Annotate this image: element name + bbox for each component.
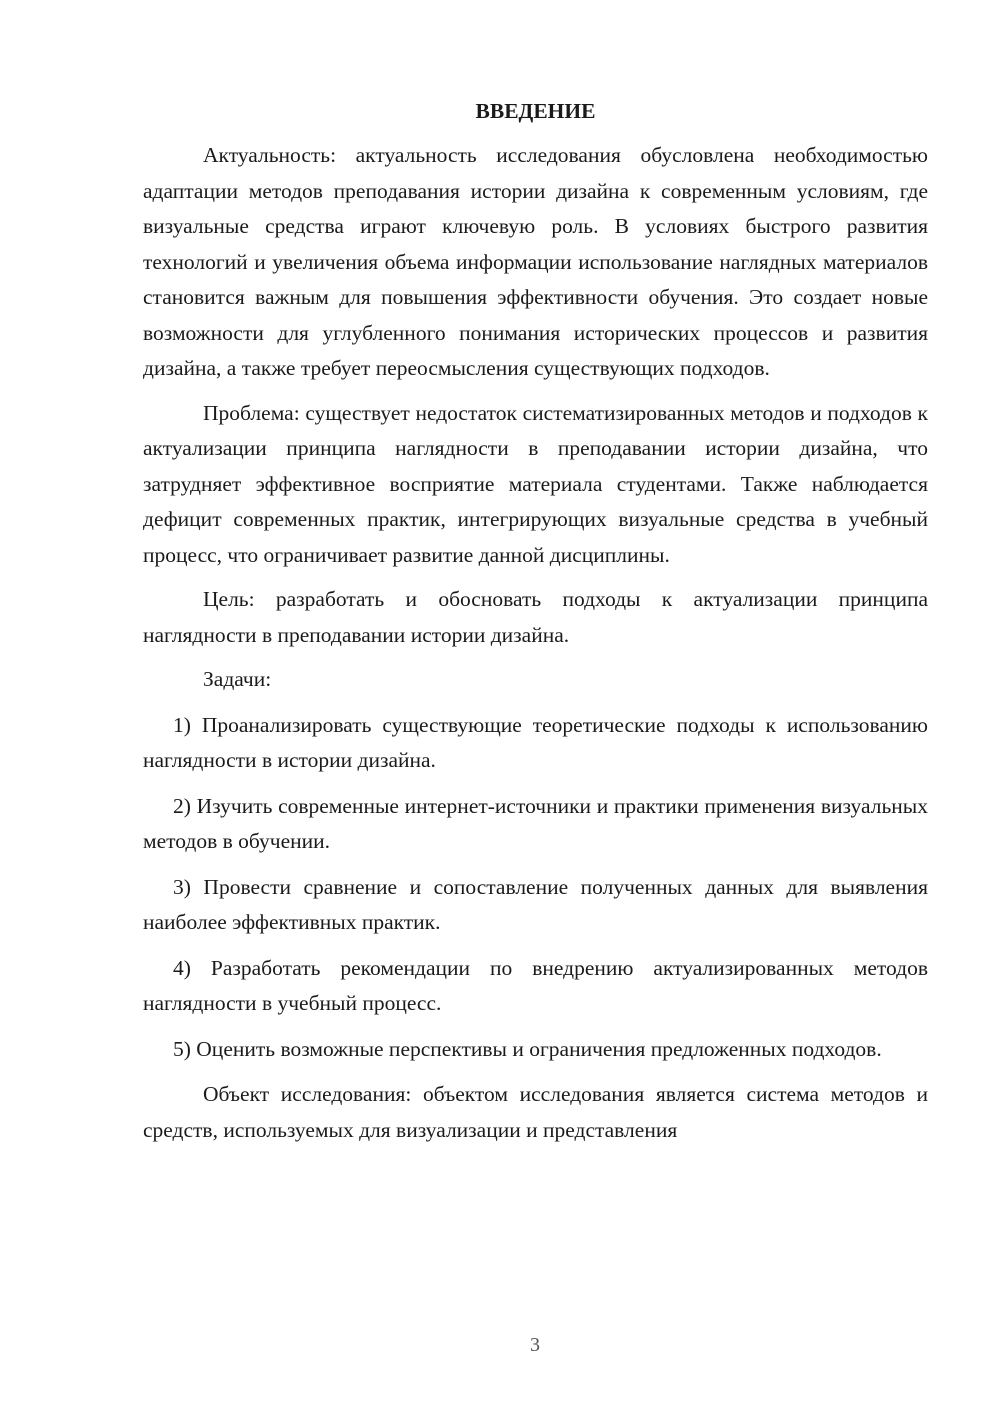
- task-item: 4) Разработать рекомендации по внедрению актуализированных методов наглядности в учебный процесс.: [143, 955, 928, 1015]
- page-content: [143, 96, 928, 1157]
- object-paragraph: Объект исследования: объектом исследования является система методов и средств, используемых для визуализации и представления: [143, 1082, 928, 1142]
- relevance-paragraph: Актуальность: актуальность исследования обусловлена необходимостью адаптации методов преподавания истории дизайна к современным условиям, где визуальные средства играют ключевую роль. В условиях быстрого развития технологий и увеличения объема информации использование наглядных материалов становится важным для повышения эффективности обучения. Это создает новые возможности для углубленного понимания исторических процессов и развития дизайна, а также требует переосмысления существующих подходов.: [143, 143, 928, 380]
- problem-paragraph: Проблема: существует недостаток систематизированных методов и подходов к актуализации принципа наглядности в преподавании истории дизайна, что затрудняет эффективное восприятие материала студентами. Также наблюдается дефицит современных практик, интегрирующих визуальные средства в учебный процесс, что ограничивает развитие данной дисциплины.: [143, 400, 928, 567]
- task-item: 3) Провести сравнение и сопоставление полученных данных для выявления наиболее эффективных практик.: [143, 874, 928, 934]
- task-item: 5) Оценить возможные перспективы и ограничения предложенных подходов.: [173, 1036, 882, 1061]
- task-item: 2) Изучить современные интернет-источники и практики применения визуальных методов в обучении.: [143, 793, 928, 853]
- tasks-list: [143, 708, 928, 1068]
- goal-paragraph: Цель: разработать и обосновать подходы к актуализации принципа наглядности в преподавании истории дизайна.: [143, 587, 928, 647]
- page-number: 3: [530, 1334, 540, 1356]
- tasks-label: Задачи:: [203, 667, 272, 691]
- task-item: 1) Проанализировать существующие теоретические подходы к использованию наглядности в истории дизайна.: [143, 712, 928, 772]
- section-title: ВВЕДЕНИЕ: [475, 99, 596, 123]
